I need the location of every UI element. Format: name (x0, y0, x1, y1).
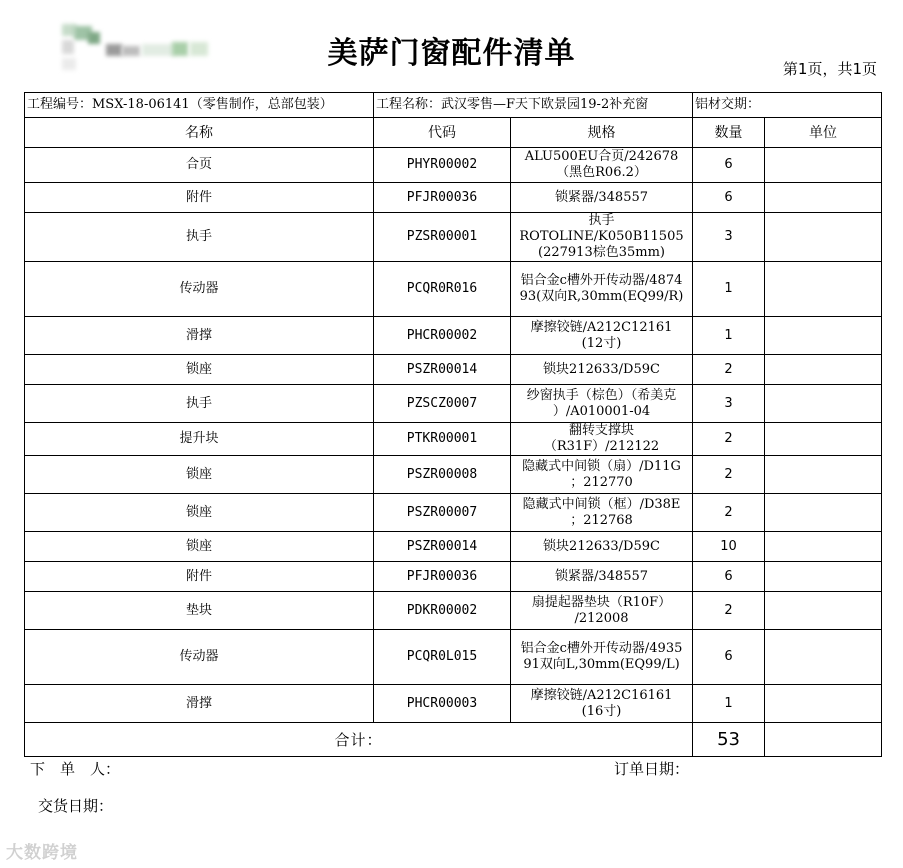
material-delivery: 铝材交期： (693, 93, 882, 118)
item-code: PSZR00007 (374, 494, 511, 532)
item-code: PHYR00002 (374, 148, 511, 183)
item-code: PCQR0L015 (374, 630, 511, 685)
table-row (25, 592, 882, 630)
item-qty: 1 (693, 262, 765, 317)
item-spec: 纱窗执手（棕色）（希美克 ）/A010001-04 (511, 385, 693, 423)
header-spec: 规格 (511, 118, 693, 148)
page-info: 第1页，共1页 (782, 60, 877, 78)
item-qty: 6 (693, 183, 765, 213)
item-name: 传动器 (25, 262, 374, 317)
item-name: 执手 (25, 385, 374, 423)
item-spec: 扇提起器垫块（R10F） /212008 (511, 592, 693, 630)
total-unit (765, 723, 882, 757)
item-code: PFJR00036 (374, 562, 511, 592)
item-unit (765, 456, 882, 494)
table-row (25, 183, 882, 213)
item-unit (765, 532, 882, 562)
item-name: 合页 (25, 148, 374, 183)
item-name: 执手 (25, 213, 374, 262)
total-row (25, 723, 882, 757)
item-name: 附件 (25, 562, 374, 592)
item-unit (765, 317, 882, 355)
item-code: PSZR00014 (374, 355, 511, 385)
table-row (25, 456, 882, 494)
item-name: 垫块 (25, 592, 374, 630)
parts-table (24, 92, 882, 757)
item-spec: 锁紧器/348557 (511, 562, 693, 592)
item-spec: 翻转支撑块（R31F）/212122 (511, 423, 693, 456)
item-unit (765, 355, 882, 385)
total-label: 合计： (25, 723, 693, 757)
item-qty: 1 (693, 317, 765, 355)
project-number: 工程编号：MSX-18-06141（零售制作，总部包装） (25, 93, 374, 118)
item-unit (765, 183, 882, 213)
item-name: 锁座 (25, 456, 374, 494)
item-code: PTKR00001 (374, 423, 511, 456)
table-row (25, 355, 882, 385)
item-unit (765, 262, 882, 317)
item-spec: 摩擦铰链/A212C12161 (12寸) (511, 317, 693, 355)
item-spec: 摩擦铰链/A212C16161 (16寸) (511, 685, 693, 723)
item-unit (765, 423, 882, 456)
item-spec: 隐藏式中间锁（扇）/D11G ；212770 (511, 456, 693, 494)
item-qty: 6 (693, 630, 765, 685)
item-code: PCQR0R016 (374, 262, 511, 317)
item-unit (765, 385, 882, 423)
header-row (25, 118, 882, 148)
item-spec: 铝合金c槽外开传动器/4935 91双向L,30mm(EQ99/L) (511, 630, 693, 685)
item-code: PFJR00036 (374, 183, 511, 213)
item-unit (765, 630, 882, 685)
item-name: 锁座 (25, 494, 374, 532)
delivery-date-label: 交货日期： (38, 797, 114, 815)
item-qty: 2 (693, 592, 765, 630)
item-name: 传动器 (25, 630, 374, 685)
item-unit (765, 685, 882, 723)
table-row (25, 630, 882, 685)
table-row (25, 317, 882, 355)
watermark: 大数跨境 (6, 843, 78, 863)
item-name: 锁座 (25, 355, 374, 385)
item-spec: 铝合金c槽外开传动器/4874 93(双向R,30mm(EQ99/R) (511, 262, 693, 317)
total-value: 53 (693, 723, 765, 757)
info-row (25, 93, 882, 118)
item-spec: 锁块212633/D59C (511, 532, 693, 562)
item-qty: 2 (693, 456, 765, 494)
item-name: 滑撑 (25, 685, 374, 723)
item-unit (765, 213, 882, 262)
table-row (25, 213, 882, 262)
item-qty: 2 (693, 494, 765, 532)
orderer-label: 下 单 人： (30, 760, 121, 778)
item-qty: 2 (693, 423, 765, 456)
item-qty: 6 (693, 148, 765, 183)
item-unit (765, 562, 882, 592)
table-row (25, 685, 882, 723)
item-unit (765, 148, 882, 183)
item-unit (765, 494, 882, 532)
table-row (25, 562, 882, 592)
table-row (25, 423, 882, 456)
order-date-label: 订单日期： (614, 760, 690, 778)
table-row (25, 385, 882, 423)
header-name: 名称 (25, 118, 374, 148)
header-code: 代码 (374, 118, 511, 148)
item-name: 提升块 (25, 423, 374, 456)
item-qty: 3 (693, 385, 765, 423)
table-row (25, 532, 882, 562)
item-code: PHCR00003 (374, 685, 511, 723)
project-name: 工程名称：武汉零售—F天下欧景园19-2补充窗 (374, 93, 693, 118)
item-name: 滑撑 (25, 317, 374, 355)
header-qty: 数量 (693, 118, 765, 148)
item-name: 锁座 (25, 532, 374, 562)
item-code: PSZR00008 (374, 456, 511, 494)
item-spec: 锁紧器/348557 (511, 183, 693, 213)
table-row (25, 262, 882, 317)
item-qty: 6 (693, 562, 765, 592)
item-code: PZSCZ0007 (374, 385, 511, 423)
item-qty: 3 (693, 213, 765, 262)
header-unit: 单位 (765, 118, 882, 148)
item-qty: 10 (693, 532, 765, 562)
item-spec: ALU500EU合页/242678 （黑色R06.2） (511, 148, 693, 183)
item-spec: 隐藏式中间锁（框）/D38E ；212768 (511, 494, 693, 532)
item-code: PSZR00014 (374, 532, 511, 562)
document-title: 美萨门窗配件清单 (327, 36, 576, 71)
item-spec: 执手ROTOLINE/K050B11505 (227913棕色35mm) (511, 213, 693, 262)
item-code: PHCR00002 (374, 317, 511, 355)
item-spec: 锁块212633/D59C (511, 355, 693, 385)
item-qty: 2 (693, 355, 765, 385)
item-code: PDKR00002 (374, 592, 511, 630)
item-qty: 1 (693, 685, 765, 723)
table-row (25, 148, 882, 183)
item-code: PZSR00001 (374, 213, 511, 262)
table-row (25, 494, 882, 532)
item-name: 附件 (25, 183, 374, 213)
item-unit (765, 592, 882, 630)
